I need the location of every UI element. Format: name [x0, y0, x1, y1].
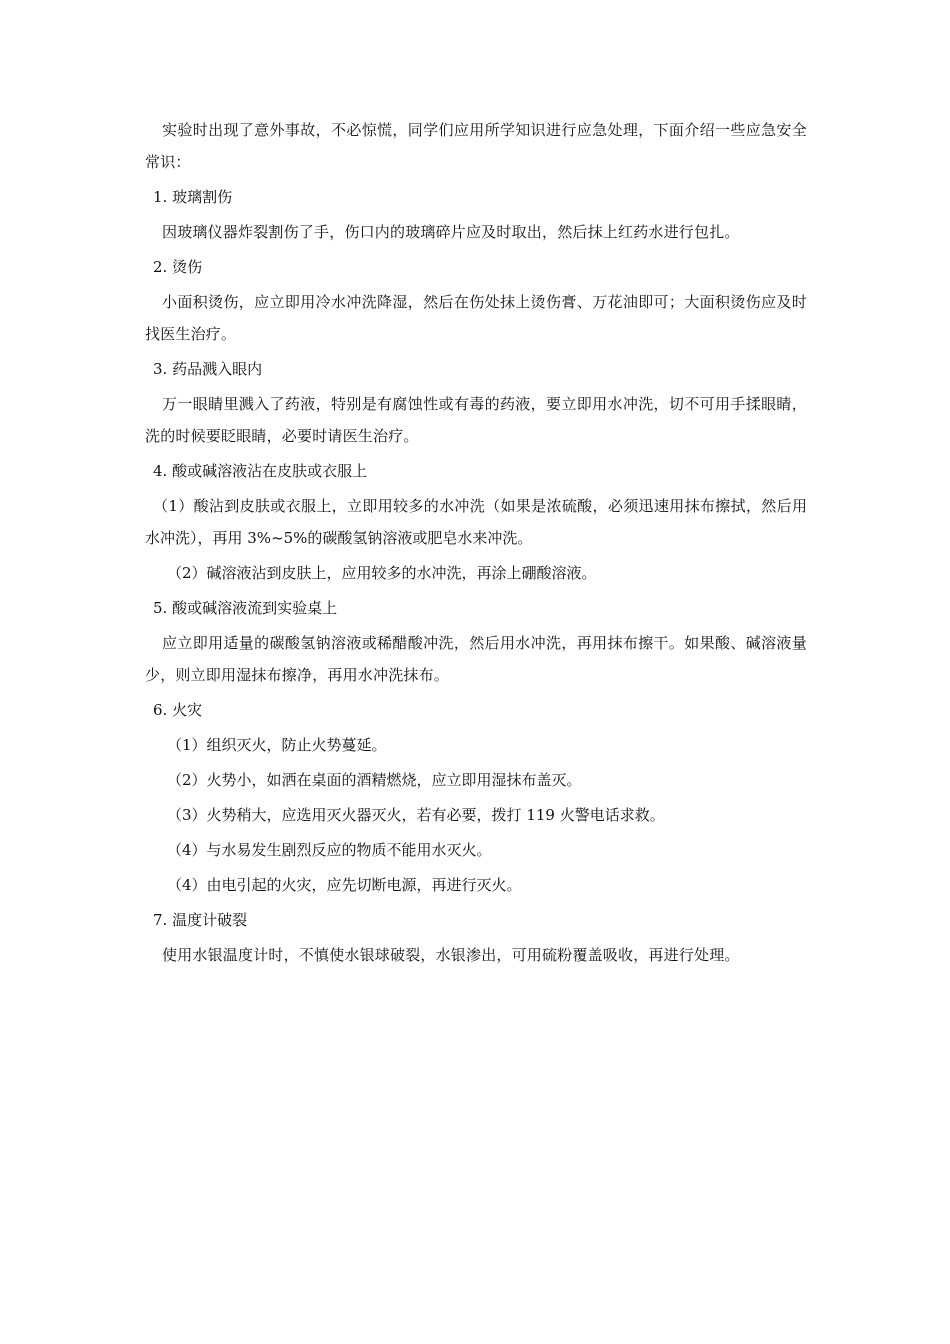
- section-text-burn: 小面积烫伤，应立即用冷水冲洗降湿，然后在伤处抹上烫伤膏、万花油即可；大面积烫伤应及时找医生治疗。: [145, 293, 807, 343]
- section-text-base-skin: （2）碱溶液沾到皮肤上，应用较多的水冲洗，再涂上硼酸溶液。: [167, 564, 597, 582]
- section-heading-thermometer: 7. 温度计破裂: [153, 911, 248, 929]
- fire-item: （1）组织灭火，防止火势蔓延。: [167, 736, 387, 754]
- fire-item: （3）火势稍大，应选用灭火器灭火，若有必要，拨打 119 火警电话求救。: [167, 806, 665, 824]
- section-text-glass-cut: 因玻璃仪器炸裂割伤了手，伤口内的玻璃碎片应及时取出，然后抹上红药水进行包扎。: [162, 223, 740, 241]
- section-heading-eye-splash: 3. 药品溅入眼内: [153, 360, 263, 378]
- section-text-eye-splash: 万一眼睛里溅入了药液，特别是有腐蚀性或有毒的药液，要立即用水冲洗，切不可用手揉眼睛，洗的时候要眨眼睛，必要时请医生治疗。: [145, 395, 807, 445]
- document-page: [145, 114, 807, 971]
- section-text-thermometer: 使用水银温度计时，不慎使水银球破裂，水银渗出，可用硫粉覆盖吸收，再进行处理。: [162, 946, 740, 964]
- intro-paragraph: 实验时出现了意外事故，不必惊慌，同学们应用所学知识进行应急处理，下面介绍一些应急安全常识：: [145, 121, 807, 171]
- fire-item: （4）由电引起的火灾，应先切断电源，再进行灭火。: [167, 876, 522, 894]
- section-heading-glass-cut: 1. 玻璃割伤: [153, 188, 233, 206]
- section-heading-fire: 6. 火灾: [153, 701, 203, 719]
- section-heading-acid-base-table: 5. 酸或碱溶液流到实验桌上: [153, 599, 338, 617]
- fire-item: （2）火势小，如洒在桌面的酒精燃烧，应立即用湿抹布盖灭。: [167, 771, 582, 789]
- section-heading-acid-base-skin: 4. 酸或碱溶液沾在皮肤或衣服上: [153, 462, 368, 480]
- fire-item: （4）与水易发生剧烈反应的物质不能用水灭火。: [167, 841, 492, 859]
- section-text-acid-skin: （1）酸沾到皮肤或衣服上，立即用较多的水冲洗（如果是浓硫酸，必须迅速用抹布擦拭，然后用水冲洗），再用 3%~5%的碳酸氢钠溶液或肥皂水来冲洗。: [145, 497, 807, 547]
- section-heading-burn: 2. 烫伤: [153, 258, 203, 276]
- section-text-acid-base-table: 应立即用适量的碳酸氢钠溶液或稀醋酸冲洗，然后用水冲洗，再用抹布擦干。如果酸、碱溶液量少，则立即用湿抹布擦净，再用水冲洗抹布。: [145, 634, 807, 684]
